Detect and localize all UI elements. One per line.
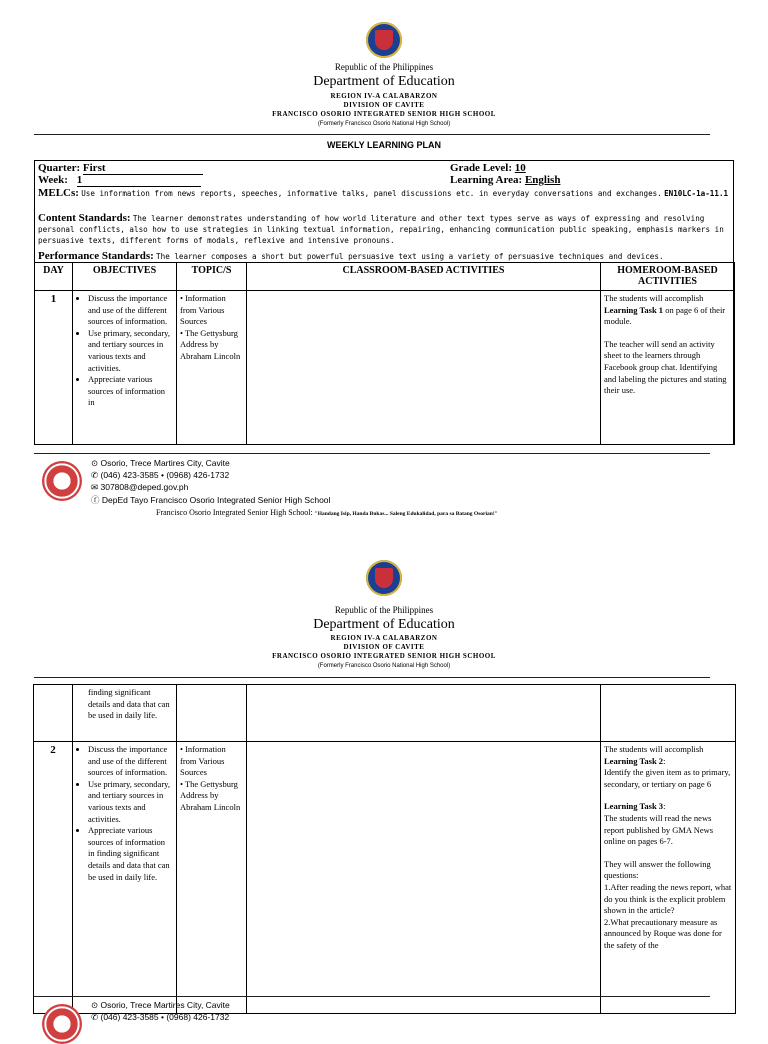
continued-objectives: finding significant details and data that can be used in daily life. — [73, 685, 177, 742]
deped-seal-logo — [366, 22, 402, 58]
region-text: REGION IV-A CALABARZON — [330, 92, 438, 100]
objective-item: • Appreciate various sources of information in — [88, 374, 173, 409]
day-2-objectives — [73, 742, 177, 1014]
day-1-classroom — [247, 291, 601, 445]
school-logo — [42, 461, 82, 501]
week-value: 1 — [77, 174, 201, 187]
col-objectives: OBJECTIVES — [73, 263, 177, 291]
quarter-value: First — [83, 162, 203, 175]
day-1-homeroom: The students will accomplish Learning Task 1 on page 6 of their module. The teacher will send an activity sheet to the learners through Facebook group chat. Identifying and labeling the pictures and stating their use. — [601, 291, 735, 445]
school-name: FRANCISCO OSORIO INTEGRATED SENIOR HIGH SCHOOL — [272, 110, 496, 118]
objective-item: • Discuss the importance and use of the different sources of information. — [88, 293, 173, 328]
continued-day-cell — [34, 685, 73, 742]
school-logo — [42, 1004, 82, 1044]
school-name: FRANCISCO OSORIO INTEGRATED SENIOR HIGH SCHOOL — [272, 652, 496, 660]
footer-facebook: ⓕ DepEd Tayo Francisco Osorio Integrated Senior High School — [91, 495, 331, 505]
day-1-objectives — [73, 291, 177, 445]
footer-phone: ✆ (046) 423-3585 • (0968) 426-1732 — [91, 470, 230, 480]
plan-title: WEEKLY LEARNING PLAN — [326, 140, 441, 150]
continued-topics — [177, 685, 247, 742]
objective-item: • Use primary, secondary, and tertiary sources in various texts and activities. — [88, 328, 173, 374]
week-row: Week: 1 — [38, 174, 201, 187]
header-rule — [34, 134, 710, 135]
objective-item: • Use primary, secondary, and tertiary sources in various texts and activities. — [88, 779, 173, 825]
quarter-row: Quarter: First — [38, 162, 203, 175]
republic-text: Republic of the Philippines — [334, 62, 434, 72]
objective-item: • Discuss the importance and use of the different sources of information. — [88, 744, 173, 779]
division-text: DIVISION OF CAVITE — [343, 643, 425, 651]
area-row: Learning Area: English — [450, 174, 561, 186]
col-homeroom: HOMEROOM-BASED ACTIVITIES — [601, 263, 735, 291]
col-day: DAY — [35, 263, 73, 291]
footer-rule — [34, 996, 710, 997]
department-title: Department of Education — [313, 617, 455, 632]
day-2-cell: 2 — [34, 742, 73, 1014]
content-standards: Content Standards: The learner demonstrates understanding of how world literature and other text types serve as ways of expressing and resolving personal conflicts, also how to use strategies in linking textual information, repairing, enhancing communication public speaking, emphasis markers in persuasive texts, different forms of modals, reflexive and intensive pronouns. — [38, 212, 724, 245]
day-1-topics: • Information from Various Sources • The Gettysburg Address by Abraham Lincoln — [177, 291, 247, 445]
objective-item: • Appreciate various sources of information in finding significant details and data that can be used in daily life. — [88, 825, 173, 883]
location-icon: ⊙ — [91, 1000, 99, 1010]
footer-email: ✉ 307808@deped.gov.ph — [91, 482, 189, 492]
formerly-text: (Formerly Francisco Osorio National High School) — [317, 121, 451, 127]
performance-standards: Performance Standards: The learner composes a short but powerful persuasive text using a variety of persuasive techniques and devices. — [38, 250, 664, 262]
footer-address: ⊙ Osorio, Trece Martires City, Cavite — [91, 458, 230, 468]
footer-tagline: Francisco Osorio Integrated Senior High School: "Handang Isip, Handa Bukas... Saleng Edukalidad, para sa Batang Osorian!" — [156, 508, 498, 517]
col-classroom: CLASSROOM-BASED ACTIVITIES — [247, 263, 601, 291]
footer-phone: ✆ (046) 423-3585 • (0968) 426-1732 — [91, 1012, 230, 1022]
footer-rule — [34, 453, 710, 454]
header-rule — [34, 677, 710, 678]
day-2-topics: • Information from Various Sources • The Gettysburg Address by Abraham Lincoln — [177, 742, 247, 1014]
email-icon: ✉ — [91, 482, 99, 492]
formerly-text: (Formerly Francisco Osorio National High School) — [317, 663, 451, 669]
location-icon: ⊙ — [91, 458, 99, 468]
grade-row: Grade Level: 10 — [450, 162, 526, 174]
plan-table-page2 — [33, 684, 736, 1014]
deped-seal-logo — [366, 560, 402, 596]
melcs-row: MELCs: Use information from news reports, speeches, informative talks, panel discussions etc. in everyday conversations and exchanges. EN10LC-1a-11.1 — [38, 187, 729, 199]
continued-classroom — [247, 685, 601, 742]
phone-icon: ✆ — [91, 470, 99, 480]
plan-table-page1 — [34, 262, 735, 445]
phone-icon: ✆ — [91, 1012, 99, 1022]
division-text: DIVISION OF CAVITE — [343, 101, 425, 109]
plan-frame — [34, 160, 734, 445]
day-2-classroom — [247, 742, 601, 1014]
day-1-cell: 1 — [35, 291, 73, 445]
facebook-icon: ⓕ — [91, 495, 100, 505]
republic-text: Republic of the Philippines — [334, 605, 434, 615]
grade-value: 10 — [514, 162, 526, 174]
department-title: Department of Education — [313, 74, 455, 89]
region-text: REGION IV-A CALABARZON — [330, 634, 438, 642]
continued-homeroom — [601, 685, 736, 742]
day-2-homeroom: The students will accomplish Learning Task 2: Identify the given item as to primary, secondary, or tertiary on page 6 Learning Task 3: The students will read the news report published by GMA News online on pages 6-7. They will answer the following questions: 1.After reading the news report, what do you think is the explicit problem shown in the article? 2.What precautionary measure as announced by Roque was done for the safety of the — [601, 742, 736, 1014]
footer-address: ⊙ Osorio, Trece Martires City, Cavite — [91, 1000, 230, 1010]
area-value: English — [524, 174, 561, 186]
col-topics: TOPIC/S — [177, 263, 247, 291]
